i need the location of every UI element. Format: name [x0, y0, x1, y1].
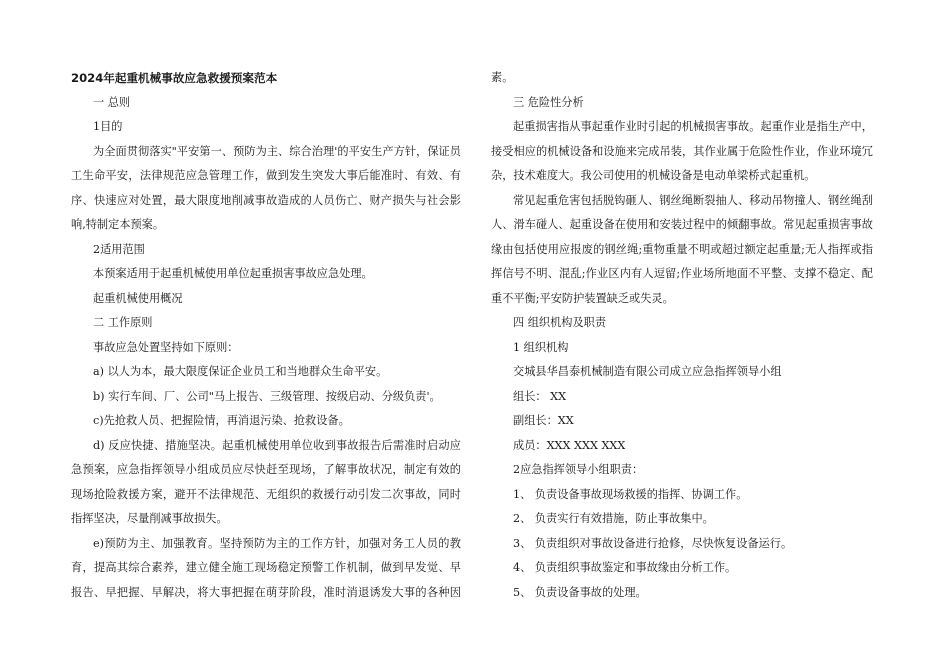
paragraph: 常见起重危害包括脱钩砸人、钢丝绳断裂抽人、移动吊物撞人、钢丝绳刮人、滑车碰人、起重设备在使用和安装过程中的倾翻事故。常见起重损害事故缘由包括使用应报废的钢丝绳;重物重量不明或超过额定起重量;无人指挥或指挥信号不明、混乱;作业区内有人逗留;作业场所地面不平整、支撑不稳定、配重不平衡;平安防护装置缺乏或失灵。: [491, 193, 873, 305]
paragraph: 为全面贯彻落实"平安第一、预防为主、综合治理'的平安生产方针，保证员工生命平安，法律规范应急管理工作，做到发生突发大事后能准时、有效、有序、快速应对处置，最大限度地削减事故造成的人员伤亡、财产损失与社会影响,特制定本预案。: [71, 144, 461, 231]
right-column: [491, 66, 873, 605]
paragraph: 5、 负责设备事故的处理。: [513, 585, 647, 599]
paragraph: 本预案适用于起重机械使用单位起重损害事故应急处理。: [93, 267, 373, 280]
paragraph: 事故应急处置坚持如下原则：: [93, 340, 239, 354]
paragraph: 副组长：XX: [513, 414, 574, 427]
paragraph: c)先抢救人员、把握险情，再消退污染、抢救设备。: [93, 414, 350, 427]
paragraph: 交城县华昌泰机械制造有限公司成立应急指挥领导小组: [513, 365, 782, 378]
paragraph: b) 实行车间、厂、公司"马上报告、三级管理、按级启动、分级负责'。: [93, 389, 441, 403]
paragraph: 4、 负责组织事故鉴定和事故缘由分析工作。: [513, 561, 737, 574]
paragraph: a) 以人为本，最大限度保证企业员工和当地群众生命平安。: [93, 365, 388, 378]
paragraph: 2应急指挥领导小组职责：: [513, 463, 644, 476]
left-column: [71, 66, 461, 605]
paragraph: 素。: [491, 71, 514, 84]
paragraph: 成员：XXX XXX XXX: [513, 438, 626, 452]
right-column-body: [491, 66, 873, 605]
paragraph: 三 危险性分析: [513, 95, 584, 109]
paragraph: 起重损害指从事起重作业时引起的机械损害事故。起重作业是指生产中，接受相应的机械设备和设施来完成吊装，其作业属于危险性作业，作业环境冗杂，技术难度大。我公司使用的机械设备是电动单梁桥式起重机。: [491, 120, 873, 182]
paragraph: e)预防为主、加强教育。坚持预防为主的工作方针，加强对务工人员的教育，提高其综合素养，建立健全施工现场稳定预警工作机制，做到早发觉、早报告、早把握、早解决，将大事把握在萌芽阶段，准时消退诱发大事的各种因: [71, 536, 461, 599]
paragraph: 一 总则: [93, 95, 131, 109]
paragraph: 1、 负责设备事故现场救援的指挥、协调工作。: [513, 487, 748, 501]
paragraph: 3、 负责组织对事故设备进行抢修，尽快恢复设备运行。: [513, 536, 793, 550]
paragraph: d) 反应快捷、措施坚决。起重机械使用单位收到事故报告后需准时启动应急预案，应急指挥领导小组成员应尽快赶至现场，了解事故状况，制定有效的现场抢险救援方案，避开不法律规范、无组织的救援行动引发二次事故，同时指挥坚决，尽量削减事故损失。: [71, 438, 461, 525]
paragraph: 1 组织机构: [513, 340, 569, 354]
paragraph: 2适用范围: [93, 242, 145, 256]
paragraph: 四 组织机构及职责: [513, 316, 607, 329]
paragraph: 2、 负责实行有效措施，防止事故集中。: [513, 512, 714, 525]
paragraph: 组长： XX: [513, 389, 567, 403]
paragraph: 二 工作原则: [93, 316, 153, 329]
document-title: 2024年起重机械事故应急救援预案范本: [71, 71, 278, 85]
paragraph: 1目的: [93, 120, 123, 133]
left-column-body: [71, 91, 461, 606]
paragraph: 起重机械使用概况: [93, 291, 183, 305]
